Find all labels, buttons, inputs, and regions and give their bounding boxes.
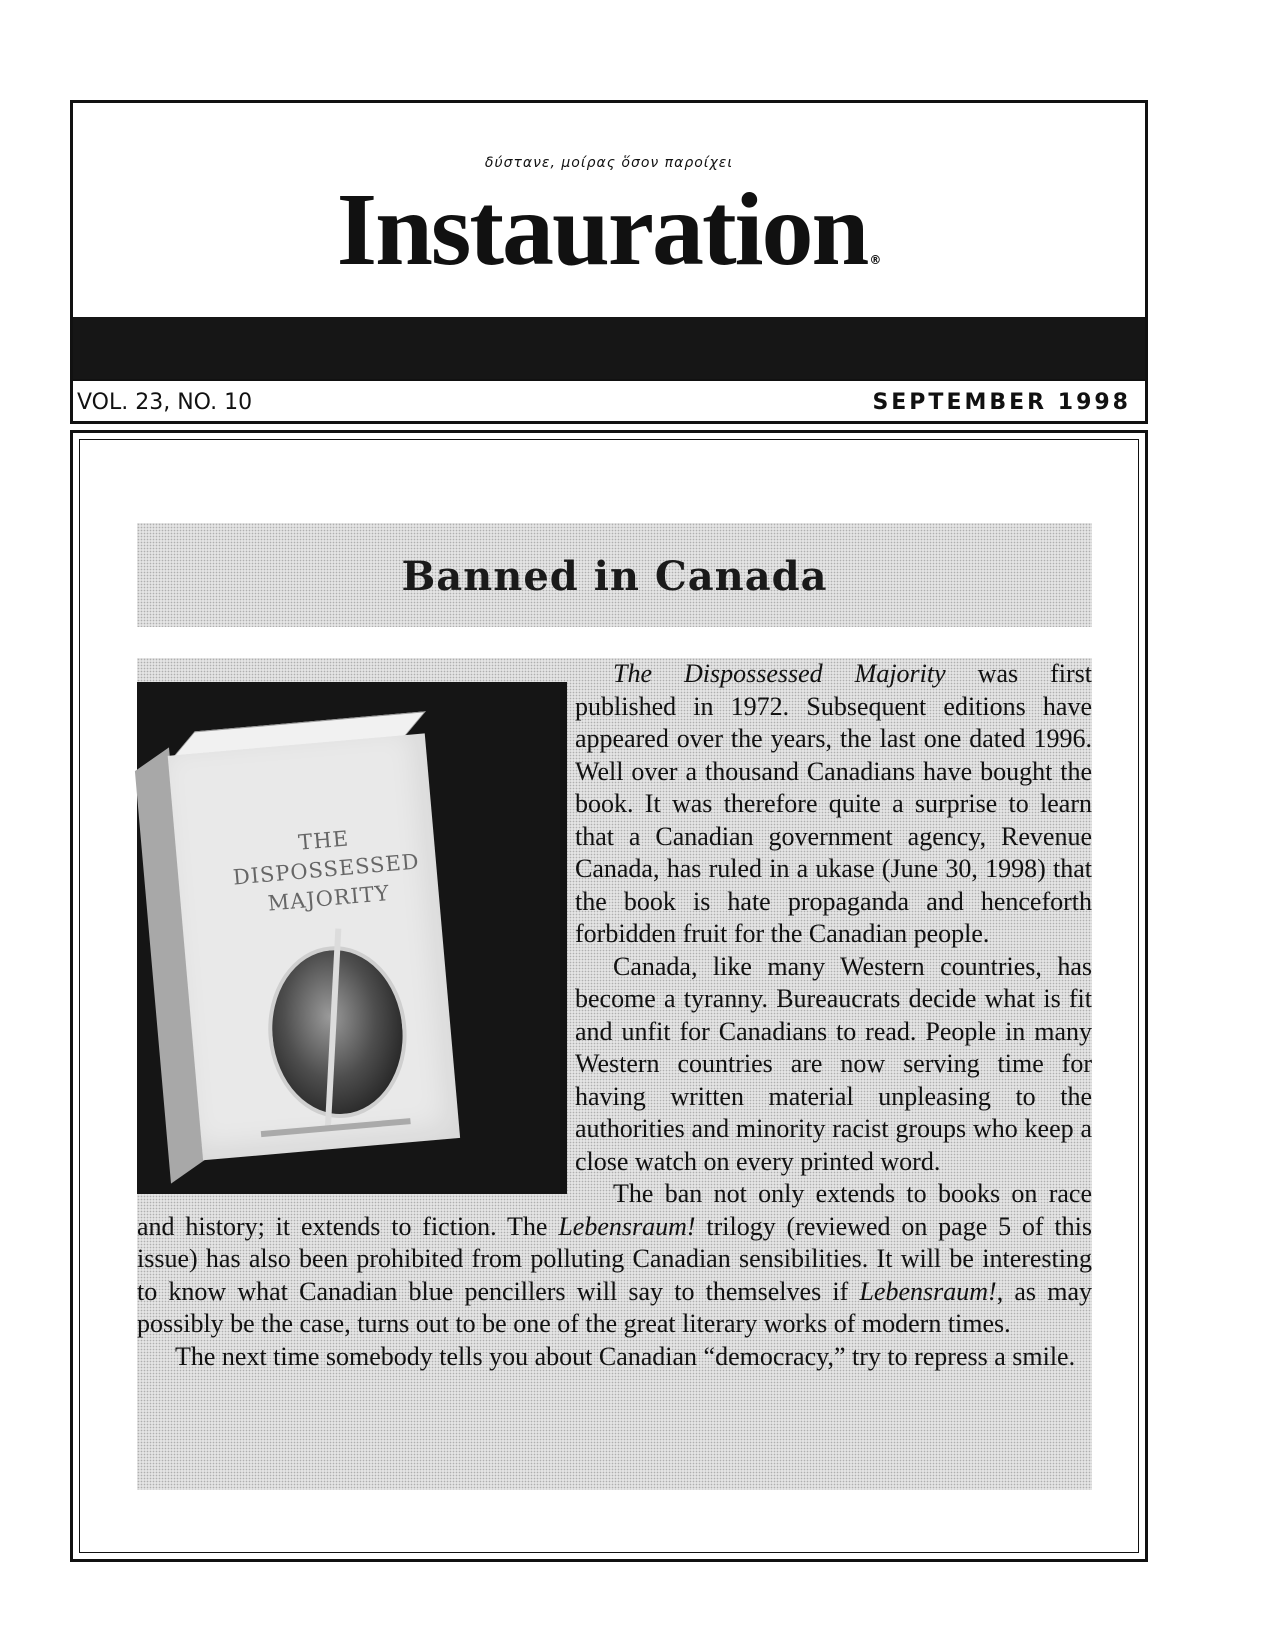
issue-info-row [73,379,1145,423]
volume-number: VOL. 23, NO. 10 [77,390,253,415]
paragraph-3-text-b: trilogy (reviewed on page 5 of this issue) has also been prohibited from polluting Canadian sensibilities. It will be interesting to know what Canadian blue pencillers will say to themselves if [137,1211,1092,1306]
magazine-title: Instauration [336,172,868,287]
masthead-black-bar [73,317,1145,379]
paragraph-3-text-a: The ban not only extends to books on race and history; it extends to fiction. The [137,1179,1092,1241]
paragraph-2: Canada, like many Western countries, has become a tyranny. Bureaucrats decide what is fit and unfit for Canadians to read. People in many Western countries are now serving time for having written material unpleasing to the authorities and minority racist groups who keep a close watch on every printed word. [575,951,1092,1176]
book-photo [137,682,567,1194]
book-cover-title-line-3: MAJORITY [266,881,391,916]
book-cover [168,733,460,1160]
paragraph-1-text: was first published in 1972. Subsequent editions have appeared over the years, the last one dated 1996. Well over a thousand Canadians have bought the book. It was therefore quite a surprise to learn that a Canadian government agency, Revenue Canada, has ruled in a ukase (June 30, 1998) that the book is hate propaganda and henceforth forbidden fruit for the Canadian people. [575,659,1092,948]
headline-box [137,523,1092,627]
book-cover-title-line-2: DISPOSSESSED [231,849,421,890]
registered-mark: ® [869,253,882,267]
book-cover-title-line-1: THE [297,826,350,855]
masthead-title-wrap [73,173,1145,287]
issue-date: SEPTEMBER 1998 [872,390,1131,415]
book-title-lebensraum: Lebensraum! [558,1211,696,1241]
book-title-lebensraum-2: Lebensraum! [859,1276,997,1306]
masthead [70,100,1148,424]
paragraph-3-text-c: , as may possibly be the case, turns out to be one of the great literary works of modern times. [137,1276,1093,1338]
book-cover-title [175,817,440,926]
paragraph-1 [137,658,1092,951]
book-title-dispossessed: The Dispossessed Majority [613,659,946,688]
book-illustration [168,730,503,1165]
article-body [137,658,1092,1373]
paragraph-4: The next time somebody tells you about Canadian “democracy,” try to repress a smile. [175,1341,1076,1371]
masthead-motto: δύστανε, μοίρας ὅσον παροίχει [484,155,734,171]
article-box [137,658,1092,1490]
article-headline: Banned in Canada [401,553,828,600]
paragraph-3 [137,1178,1092,1341]
book-cover-author-line [261,1118,411,1137]
